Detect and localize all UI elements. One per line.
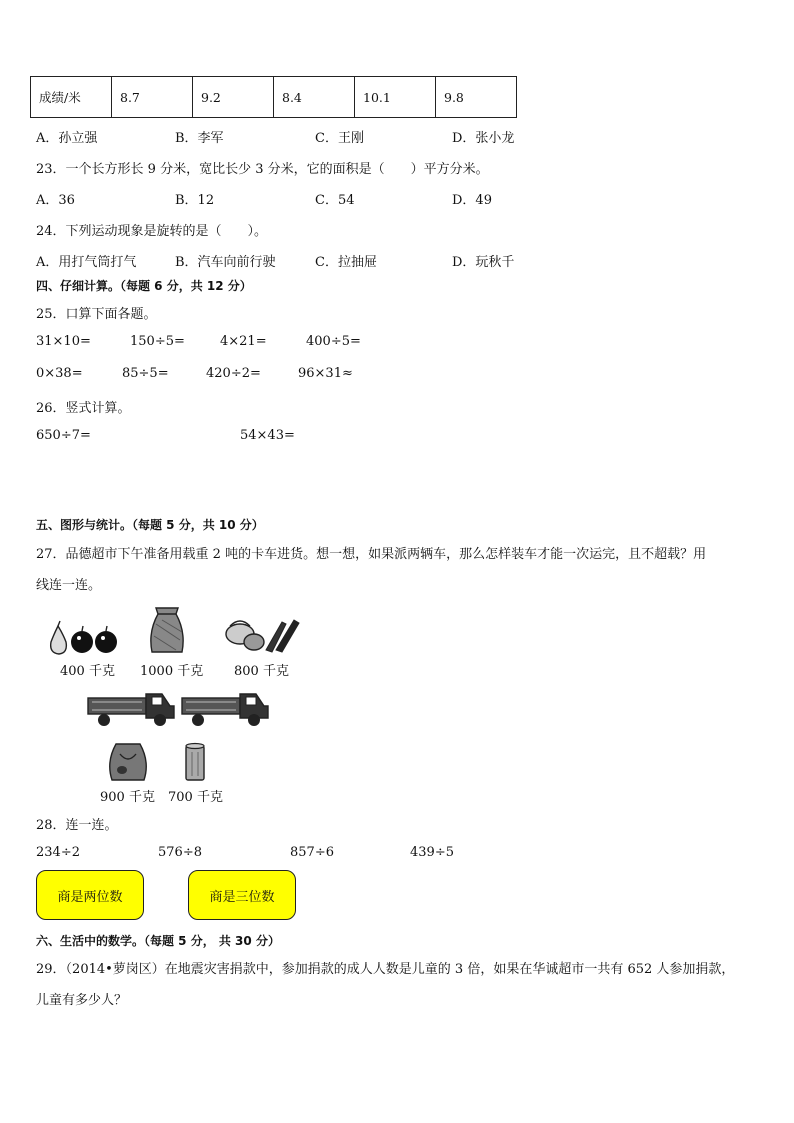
table-cell: 8.7 bbox=[112, 77, 193, 118]
q23-option-a: A．36 bbox=[36, 193, 75, 208]
table-cell: 9.8 bbox=[436, 77, 517, 118]
q25-item: 400÷5= bbox=[306, 334, 361, 349]
q25-question: 25．口算下面各题。 bbox=[36, 307, 157, 322]
answer-box-three-digit bbox=[188, 870, 296, 920]
barrel-weight-label: 700 千克 bbox=[168, 790, 223, 805]
section-5-heading: 五、图形与统计。（每题 5 分，共 10 分） bbox=[36, 518, 264, 532]
answer-box-label: 商是三位数 bbox=[209, 889, 275, 905]
score-table bbox=[30, 76, 517, 118]
answer-box-label: 商是两位数 bbox=[57, 889, 123, 905]
q28-item: 439÷5 bbox=[410, 845, 454, 860]
q25-item: 4×21= bbox=[220, 334, 267, 349]
truck-image bbox=[86, 688, 176, 728]
table-cell: 9.2 bbox=[193, 77, 274, 118]
table-cell: 10.1 bbox=[355, 77, 436, 118]
q22-option-a: A．孙立强 bbox=[36, 131, 98, 146]
q24-option-a: A．用打气筒打气 bbox=[36, 255, 137, 270]
barrel-image bbox=[184, 742, 206, 782]
q24-option-c: C．拉抽屉 bbox=[315, 255, 377, 270]
q29-question-line2: 儿童有多少人？ bbox=[36, 993, 128, 1008]
q24-option-b: B．汽车向前行驶 bbox=[175, 255, 276, 270]
q28-item: 234÷2 bbox=[36, 845, 80, 860]
answer-box-two-digit bbox=[36, 870, 144, 920]
vegetables-image bbox=[222, 614, 302, 654]
q23-option-d: D．49 bbox=[452, 193, 492, 208]
fruit-weight-label: 400 千克 bbox=[60, 664, 115, 679]
q25-item: 96×31≈ bbox=[298, 366, 353, 381]
q24-question: 24．下列运动现象是旋转的是（ ）。 bbox=[36, 224, 268, 239]
q27-question-line2: 线连一连。 bbox=[36, 578, 102, 593]
q22-option-d: D．张小龙 bbox=[452, 131, 515, 146]
fruit-image bbox=[46, 620, 120, 656]
vegetables-weight-label: 800 千克 bbox=[234, 664, 289, 679]
q24-option-d: D．玩秋千 bbox=[452, 255, 515, 270]
bag-image bbox=[106, 740, 150, 782]
q26-item: 54×43= bbox=[240, 428, 295, 443]
truck-image bbox=[180, 688, 270, 728]
q25-item: 31×10= bbox=[36, 334, 91, 349]
q25-item: 85÷5= bbox=[122, 366, 169, 381]
q25-item: 150÷5= bbox=[130, 334, 185, 349]
section-6-heading: 六、生活中的数学。（每题 5 分， 共 30 分） bbox=[36, 934, 280, 948]
q28-item: 857÷6 bbox=[290, 845, 334, 860]
q23-option-b: B．12 bbox=[175, 193, 215, 208]
q27-question-line1: 27．品德超市下午准备用载重 2 吨的卡车进货。想一想，如果派两辆车，那么怎样装车才能一次运完，且不超载？用 bbox=[36, 547, 707, 562]
rice-weight-label: 1000 千克 bbox=[140, 664, 204, 679]
table-cell: 8.4 bbox=[274, 77, 355, 118]
q28-item: 576÷8 bbox=[158, 845, 202, 860]
table-header-cell: 成绩/米 bbox=[31, 77, 112, 118]
q25-item: 0×38= bbox=[36, 366, 83, 381]
q29-question-line1: 29．（2014•萝岗区）在地震灾害捐款中，参加捐款的成人人数是儿童的 3 倍，如果在华诚超市一共有 652 人参加捐款， bbox=[36, 962, 735, 977]
q28-question: 28．连一连。 bbox=[36, 818, 118, 833]
q26-item: 650÷7= bbox=[36, 428, 91, 443]
section-4-heading: 四、仔细计算。（每题 6 分，共 12 分） bbox=[36, 279, 252, 293]
table-row bbox=[31, 77, 517, 118]
bag-weight-label: 900 千克 bbox=[100, 790, 155, 805]
q23-question: 23．一个长方形长 9 分米，宽比长少 3 分米，它的面积是（ ）平方分米。 bbox=[36, 162, 489, 177]
q26-question: 26．竖式计算。 bbox=[36, 401, 131, 416]
q23-option-c: C．54 bbox=[315, 193, 355, 208]
q25-item: 420÷2= bbox=[206, 366, 261, 381]
rice-sack-image bbox=[146, 604, 188, 656]
q22-option-c: C．王刚 bbox=[315, 131, 364, 146]
q22-option-b: B．李军 bbox=[175, 131, 224, 146]
